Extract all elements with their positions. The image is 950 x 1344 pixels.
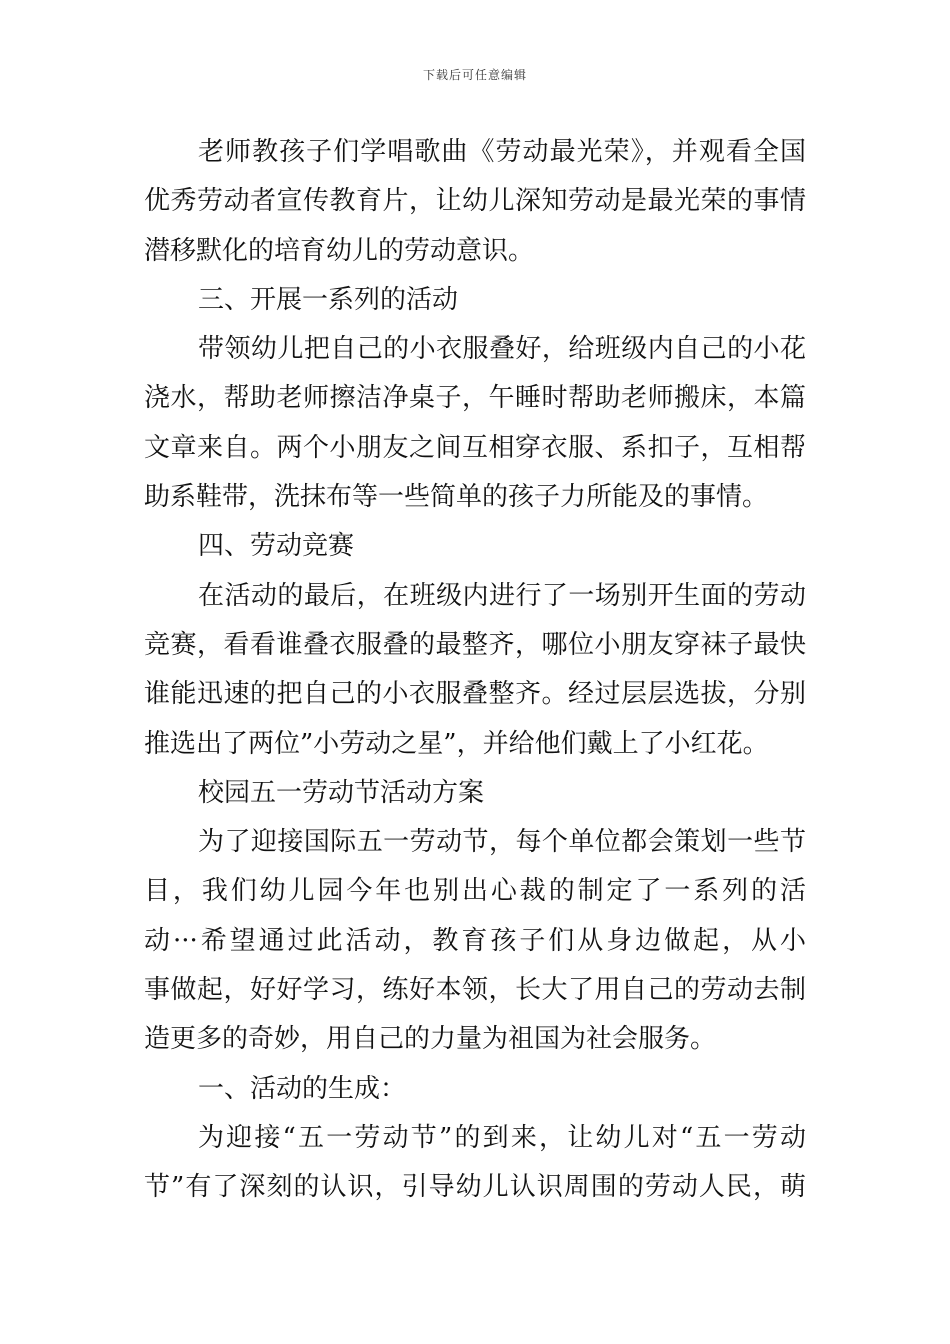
section-heading: 校园五一劳动节活动方案 xyxy=(198,777,485,808)
text-line: 竞赛，看看谁叠衣服叠的最整齐，哪位小朋友穿袜子最快 xyxy=(144,629,806,660)
text-line: 助系鞋带，洗抹布等一些简单的孩子力所能及的事情。 xyxy=(144,482,769,513)
text-line: 浇水，帮助老师擦洁净桌子，午睡时帮助老师搬床，本篇 xyxy=(144,383,806,414)
text-line: 事做起，好好学习，练好本领，长大了用自己的劳动去制 xyxy=(144,975,806,1006)
text-line: 文章来自。两个小朋友之间互相穿衣服、系扣子，互相帮 xyxy=(144,432,806,463)
text-line: 带领幼儿把自己的小衣服叠好，给班级内自己的小花 xyxy=(198,334,806,365)
text-line: 为迎接“五一劳动节”的到来，让幼儿对“五一劳动 xyxy=(198,1122,806,1153)
section-heading: 三、开展一系列的活动 xyxy=(198,284,459,315)
section-heading: 四、劳动竞赛 xyxy=(198,531,355,562)
text-line: 目，我们幼儿园今年也别出心裁的制定了一系列的活 xyxy=(144,876,806,907)
text-line: 节”有了深刻的认识，引导幼儿认识周围的劳动人民，萌 xyxy=(144,1172,806,1203)
section-heading: 一、活动的生成： xyxy=(198,1073,407,1104)
text-line: 为了迎接国际五一劳动节，每个单位都会策划一些节 xyxy=(198,827,806,858)
text-line: 造更多的奇妙，用自己的力量为祖国为社会服务。 xyxy=(144,1024,717,1055)
text-line: 在活动的最后，在班级内进行了一场别开生面的劳动 xyxy=(198,580,806,611)
document-body xyxy=(144,128,806,1213)
text-line: 动···希望通过此活动，教育孩子们从身边做起，从小 xyxy=(144,925,806,956)
text-line: 推选出了两位”小劳动之星”，并给他们戴上了小红花。 xyxy=(144,728,769,759)
text-line: 潜移默化的培育幼儿的劳动意识。 xyxy=(144,235,535,266)
text-line: 谁能迅速的把自己的小衣服叠整齐。经过层层选拔，分别 xyxy=(144,679,806,710)
text-line: 老师教孩子们学唱歌曲《劳动最光荣》，并观看全国 xyxy=(198,137,806,167)
text-line: 优秀劳动者宣传教育片，让幼儿深知劳动是最光荣的事情 xyxy=(144,186,806,217)
page-header: 下载后可任意编辑 xyxy=(422,68,527,82)
